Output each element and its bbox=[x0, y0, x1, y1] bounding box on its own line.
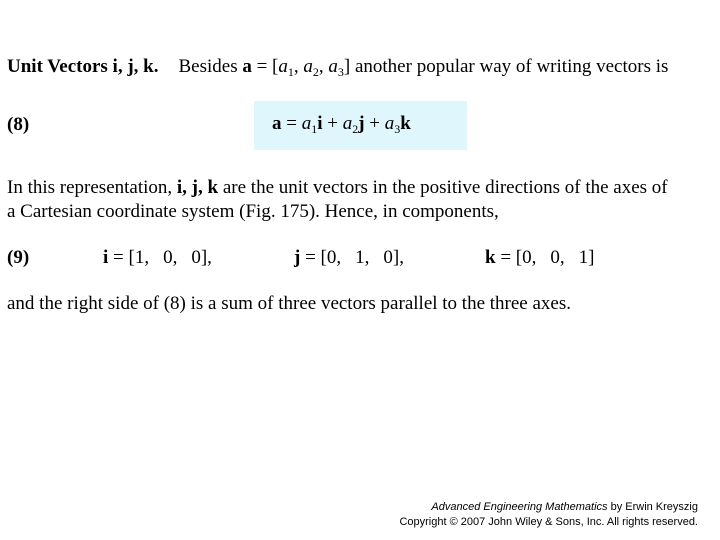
section-heading: Unit Vectors i, j, k. bbox=[7, 56, 159, 77]
unit-vector-k: k bbox=[485, 247, 496, 268]
equation-8-highlight bbox=[254, 101, 467, 150]
def-k-end: 1] bbox=[578, 247, 595, 268]
equals: = bbox=[281, 113, 302, 134]
component-a2: a bbox=[303, 56, 313, 77]
component-a1: a bbox=[278, 56, 288, 77]
equation-number-9: (9) bbox=[7, 247, 30, 268]
vector-a: a bbox=[242, 56, 252, 77]
definition-j bbox=[294, 247, 404, 269]
comma: , bbox=[318, 56, 329, 77]
def-i-open: = [1, bbox=[108, 247, 150, 268]
unit-vector-i: i bbox=[317, 113, 323, 134]
def-j-mid: 1, bbox=[355, 247, 370, 268]
copyright-footer bbox=[399, 500, 698, 530]
def-i-end: 0], bbox=[191, 247, 212, 268]
footer-line-1 bbox=[399, 500, 698, 515]
book-author: by Erwin Kreyszig bbox=[607, 501, 698, 513]
intro-tail: ] another popular way of writing vectors is bbox=[343, 56, 669, 77]
component-a2: a bbox=[342, 113, 353, 134]
subscript-3: 3 bbox=[394, 122, 401, 136]
plus: + bbox=[322, 113, 343, 134]
def-j-open: = [0, bbox=[300, 247, 342, 268]
component-a1: a bbox=[301, 113, 312, 134]
component-a3: a bbox=[384, 113, 395, 134]
definition-i bbox=[103, 247, 212, 269]
definition-k bbox=[485, 247, 594, 269]
paragraph-text: are the unit vectors in the positive directions of the axes of bbox=[218, 177, 668, 198]
book-title: Advanced Engineering Mathematics bbox=[431, 501, 608, 513]
paragraph-text: In this representation, bbox=[7, 177, 177, 198]
paragraph-line-1 bbox=[7, 177, 668, 199]
unit-vector-i: i bbox=[103, 247, 109, 268]
intro-besides: Besides bbox=[178, 56, 238, 77]
unit-vector-k: k bbox=[400, 113, 411, 134]
unit-vectors-ijk: i, j, k bbox=[176, 177, 219, 198]
def-k-mid: 0, bbox=[550, 247, 565, 268]
intro-equals: = [ bbox=[251, 56, 279, 77]
intro-text bbox=[178, 56, 668, 77]
comma: , bbox=[293, 56, 304, 77]
equation-number-8: (8) bbox=[7, 114, 30, 135]
def-k-open: = [0, bbox=[495, 247, 537, 268]
copyright-notice: Copyright © 2007 John Wiley & Sons, Inc. All rights reserved. bbox=[399, 516, 698, 528]
subscript-1: 1 bbox=[287, 65, 294, 79]
plus: + bbox=[364, 113, 385, 134]
paragraph-line-2: a Cartesian coordinate system (Fig. 175). Hence, in components, bbox=[7, 201, 499, 222]
subscript-2: 2 bbox=[312, 65, 319, 79]
subscript-3: 3 bbox=[337, 65, 344, 79]
def-i-mid: 0, bbox=[163, 247, 178, 268]
subscript-1: 1 bbox=[311, 122, 318, 136]
unit-vector-j: j bbox=[294, 247, 301, 268]
subscript-2: 2 bbox=[352, 122, 359, 136]
def-j-end: 0], bbox=[383, 247, 404, 268]
intro-line bbox=[7, 56, 668, 78]
unit-vector-j: j bbox=[358, 113, 365, 134]
component-a3: a bbox=[328, 56, 338, 77]
vector-a: a bbox=[272, 113, 282, 134]
closing-sentence: and the right side of (8) is a sum of three vectors parallel to the three axes. bbox=[7, 293, 571, 314]
equation-8 bbox=[272, 113, 411, 135]
